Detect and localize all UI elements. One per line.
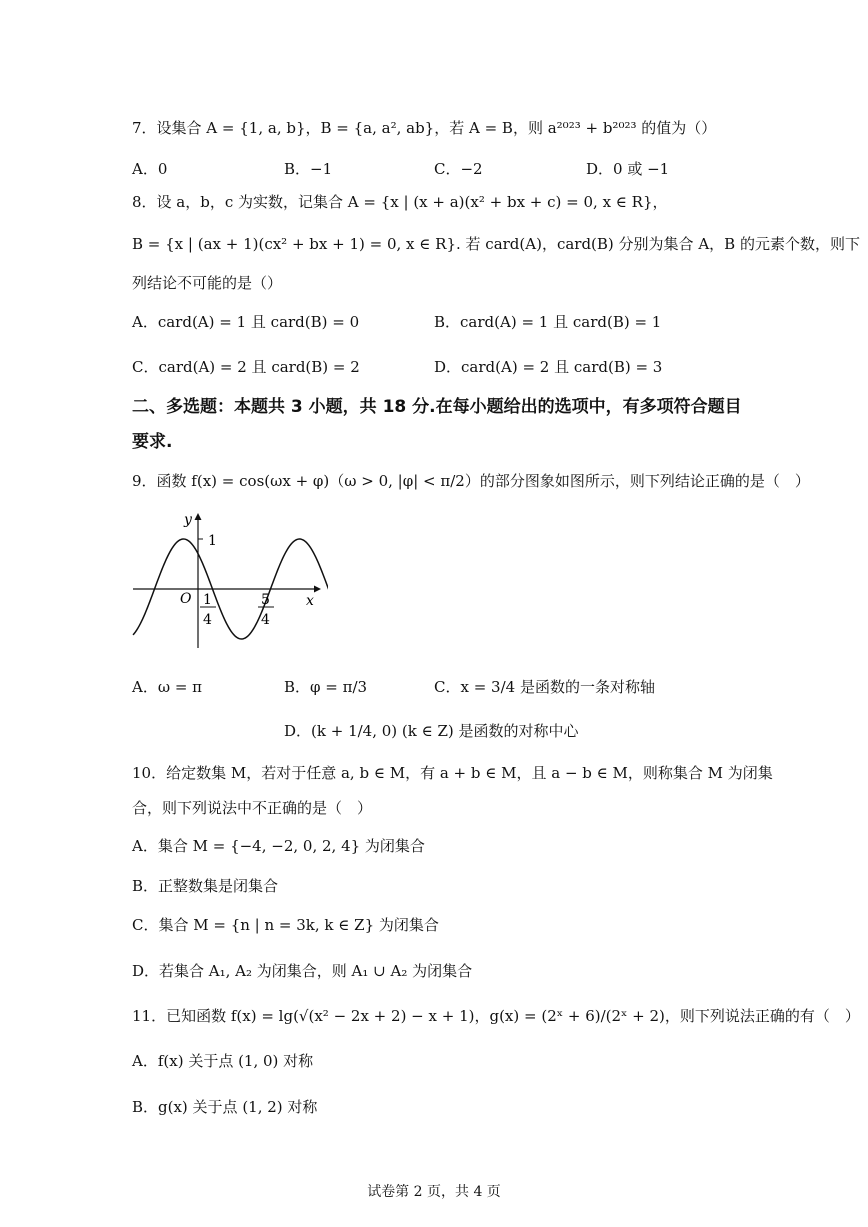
q10-option-a: A．集合 M = {−4, −2, 0, 2, 4} 为闭集合 — [132, 837, 425, 855]
section-heading: 二、多选题：本题共 3 小题，共 18 分.在每小题给出的选项中，有多项符合题目 — [132, 397, 742, 417]
page-footer: 试卷第 2 页，共 4 页 — [367, 1184, 501, 1200]
y-axis-arrow — [195, 513, 202, 520]
q9-option-d: D．(k + 1/4, 0) (k ∈ Z) 是函数的对称中心 — [284, 722, 579, 740]
x-axis-label: x — [306, 593, 314, 609]
q8-option-a: A．card(A) = 1 且 card(B) = 0 — [132, 313, 360, 331]
x-tick2-numerator: 5 — [261, 592, 270, 608]
q8-stem-line3: 列结论不可能的是（） — [132, 274, 283, 292]
origin-label: O — [180, 591, 192, 607]
q7-option-b: B．−1 — [284, 160, 333, 178]
y-tick-label: 1 — [208, 533, 217, 549]
q8-stem-line2: B = {x | (ax + 1)(cx² + bx + 1) = 0, x ∈ R}. 若 card(A)，card(B) 分别为集合 A，B 的元素个数，则下 — [132, 235, 860, 253]
q9-option-c: C．x = 3/4 是函数的一条对称轴 — [434, 678, 655, 696]
q7-option-a: A．0 — [132, 160, 168, 178]
section-heading-cont: 要求. — [132, 432, 173, 452]
q8-option-c: C．card(A) = 2 且 card(B) = 2 — [132, 358, 360, 376]
q7-stem: 7．设集合 A = {1, a, b}，B = {a, a², ab}，若 A = B，则 a²⁰²³ + b²⁰²³ 的值为（） — [132, 119, 717, 137]
x-tick1-numerator: 1 — [203, 592, 212, 608]
x-tick2-denominator: 4 — [261, 612, 270, 628]
q10-option-b: B．正整数集是闭集合 — [132, 877, 279, 895]
q9-option-a: A．ω = π — [132, 678, 203, 696]
x-tick1-denominator: 4 — [203, 612, 212, 628]
q7-option-d: D．0 或 −1 — [586, 160, 670, 178]
q8-option-d: D．card(A) = 2 且 card(B) = 3 — [434, 358, 663, 376]
q11-option-b: B．g(x) 关于点 (1, 2) 对称 — [132, 1098, 318, 1116]
q10-option-c: C．集合 M = {n | n = 3k, k ∈ Z} 为闭集合 — [132, 916, 439, 934]
q9-stem: 9．函数 f(x) = cos(ωx + φ)（ω > 0, |φ| < π/2）的部分图象如图所示，则下列结论正确的是（ ） — [132, 472, 810, 490]
q8-option-b: B．card(A) = 1 且 card(B) = 1 — [434, 313, 662, 331]
q9-graph — [128, 508, 328, 658]
q8-stem-line1: 8．设 a，b，c 为实数，记集合 A = {x | (x + a)(x² + bx + c) = 0, x ∈ R}， — [132, 193, 668, 211]
y-axis-label: y — [184, 512, 192, 528]
x-axis-arrow — [314, 586, 321, 593]
q11-option-a: A．f(x) 关于点 (1, 0) 对称 — [132, 1052, 314, 1070]
q10-stem-line1: 10．给定数集 M，若对于任意 a, b ∈ M，有 a + b ∈ M，且 a − b ∈ M，则称集合 M 为闭集 — [132, 764, 773, 782]
q10-stem-line2: 合，则下列说法中不正确的是（ ） — [132, 799, 373, 817]
q9-option-b: B．φ = π/3 — [284, 678, 368, 696]
q7-option-c: C．−2 — [434, 160, 483, 178]
q11-stem: 11．已知函数 f(x) = lg(√(x² − 2x + 2) − x + 1)，g(x) = (2ˣ + 6)/(2ˣ + 2)，则下列说法正确的有（ ） — [132, 1007, 860, 1025]
q10-option-d: D．若集合 A₁, A₂ 为闭集合，则 A₁ ∪ A₂ 为闭集合 — [132, 962, 473, 980]
